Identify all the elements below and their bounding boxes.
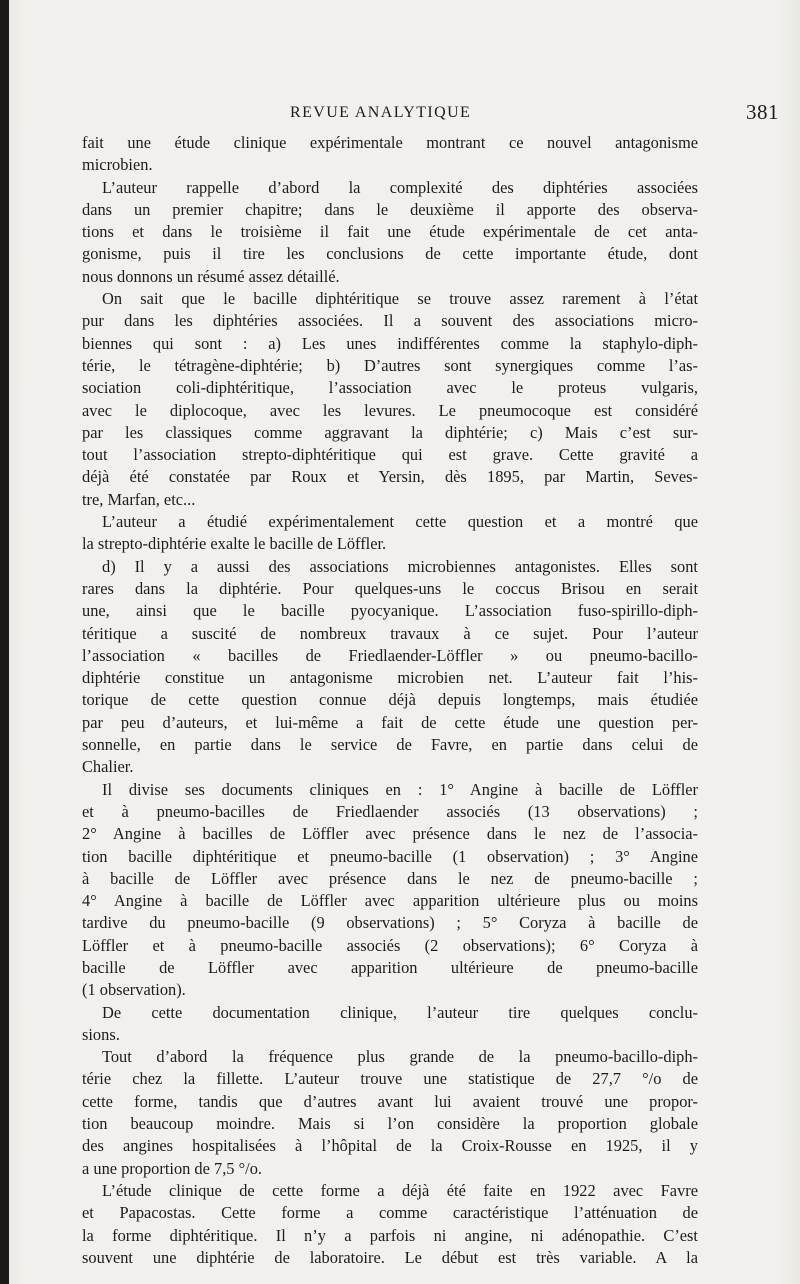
text-line: Chalier.: [82, 757, 134, 777]
text-line: avec le diplocoque, avec les levures. Le pneumocoque est considéré: [82, 400, 698, 420]
page-header: [0, 100, 800, 128]
text-line: fait une étude clinique expérimentale montrant ce nouvel antagonisme: [82, 133, 698, 152]
text-line: microbien.: [82, 155, 153, 175]
text-line: tre, Marfan, etc...: [82, 489, 196, 509]
text-line: des angines hospitalisées à l’hôpital de la Croix-Rousse en 1925, il y: [82, 1136, 698, 1156]
text-line: et à pneumo-bacilles de Friedlaender associés (13 observations) ;: [82, 801, 698, 821]
running-title: REVUE ANALYTIQUE: [290, 104, 472, 121]
text-line: Tout d’abord la fréquence plus grande de la pneumo-bacillo-diph-: [102, 1047, 698, 1067]
text-line: a une proportion de 7,5 °/o.: [82, 1158, 262, 1178]
text-line: la strepto-diphtérie exalte le bacille de Löffler.: [82, 534, 387, 554]
text-line: térie chez la fillette. L’auteur trouve une statistique de 27,7 °/o de: [82, 1069, 698, 1089]
page-number: 381: [746, 100, 779, 124]
text-line: L’auteur rappelle d’abord la complexité des diphtéries associées: [102, 177, 698, 197]
text-line: biennes qui sont : a) Les unes indifférentes comme la staphylo-diph-: [82, 333, 698, 353]
text-line: par peu d’auteurs, et lui-même a fait de cette étude une question per-: [82, 712, 698, 732]
text-line: gonisme, puis il tire les conclusions de cette importante étude, dont: [82, 244, 698, 264]
text-line: pur dans les diphtéries associées. Il a souvent des associations micro-: [82, 311, 698, 331]
text-line: l’association « bacilles de Friedlaender-Löffler » ou pneumo-bacillo-: [82, 645, 698, 665]
text-line: et Papacostas. Cette forme a comme caractéristique l’atténuation de: [82, 1203, 698, 1223]
text-line: une, ainsi que le bacille pyocyanique. L’association fuso-spirillo-diph-: [82, 601, 698, 621]
binding-shadow: [0, 0, 9, 1284]
article-body: [82, 132, 698, 1269]
text-line: sions.: [82, 1024, 120, 1044]
text-line: tion bacille diphtéritique et pneumo-bacille (1 observation) ; 3° Angine: [82, 846, 698, 866]
text-line: nous donnons un résumé assez détaillé.: [82, 266, 340, 286]
text-line: tardive du pneumo-bacille (9 observations) ; 5° Coryza à bacille de: [82, 913, 698, 933]
text-line: On sait que le bacille diphtéritique se trouve assez rarement à l’état: [102, 289, 698, 309]
text-line: sociation coli-diphtéritique, l’association avec le proteus vulgaris,: [82, 378, 698, 398]
text-line: torique de cette question connue déjà depuis longtemps, mais étudiée: [82, 690, 698, 710]
text-line: par les classiques comme aggravant la diphtérie; c) Mais c’est sur-: [82, 422, 698, 442]
text-line: rares dans la diphtérie. Pour quelques-uns le coccus Brisou en serait: [82, 578, 698, 598]
text-line: souvent une diphtérie de laboratoire. Le début est très variable. A la: [82, 1247, 698, 1267]
text-line: à bacille de Löffler avec présence dans le nez de pneumo-bacille ;: [82, 868, 698, 888]
text-line: tion beaucoup moindre. Mais si l’on considère la proportion globale: [82, 1114, 698, 1134]
text-line: la forme diphtéritique. Il n’y a parfois ni angine, ni adénopathie. C’est: [82, 1225, 698, 1245]
text-line: cette forme, tandis que d’autres avant lui avaient trouvé une propor-: [82, 1091, 698, 1111]
text-line: L’étude clinique de cette forme a déjà été faite en 1922 avec Favre: [102, 1180, 698, 1200]
text-line: 2° Angine à bacilles de Löffler avec présence dans le nez de l’associa-: [82, 824, 698, 844]
text-line: diphtérie constitue un antagonisme microbien net. L’auteur fait l’his-: [82, 668, 698, 688]
text-line: térie, le tétragène-diphtérie; b) D’autres sont synergiques comme l’as-: [82, 355, 698, 375]
text-line: Il divise ses documents cliniques en : 1° Angine à bacille de Löffler: [102, 779, 698, 799]
text-line: 4° Angine à bacille de Löffler avec apparition ultérieure plus ou moins: [82, 891, 698, 911]
text-line: L’auteur a étudié expérimentalement cette question et a montré que: [102, 512, 698, 532]
text-line: sonnelle, en partie dans le service de Favre, en partie dans celui de: [82, 735, 698, 755]
text-line: (1 observation).: [82, 980, 186, 1000]
text-line: De cette documentation clinique, l’auteur tire quelques conclu-: [102, 1002, 698, 1022]
text-line: déjà été constatée par Roux et Yersin, dès 1895, par Martin, Seves-: [82, 467, 698, 487]
text-line: téritique a suscité de nombreux travaux à ce sujet. Pour l’auteur: [82, 623, 698, 643]
text-line: d) Il y a aussi des associations microbiennes antagonistes. Elles sont: [102, 556, 698, 576]
text-line: tions et dans le troisième il fait une étude expérimentale de cet anta-: [82, 222, 698, 242]
text-line: Löffler et à pneumo-bacille associés (2 observations); 6° Coryza à: [82, 935, 698, 955]
text-line: dans un premier chapitre; dans le deuxième il apporte des observa-: [82, 199, 698, 219]
text-line: tout l’association strepto-diphtéritique qui est grave. Cette gravité a: [82, 445, 698, 465]
text-line: bacille de Löffler avec apparition ultérieure de pneumo-bacille: [82, 957, 698, 977]
